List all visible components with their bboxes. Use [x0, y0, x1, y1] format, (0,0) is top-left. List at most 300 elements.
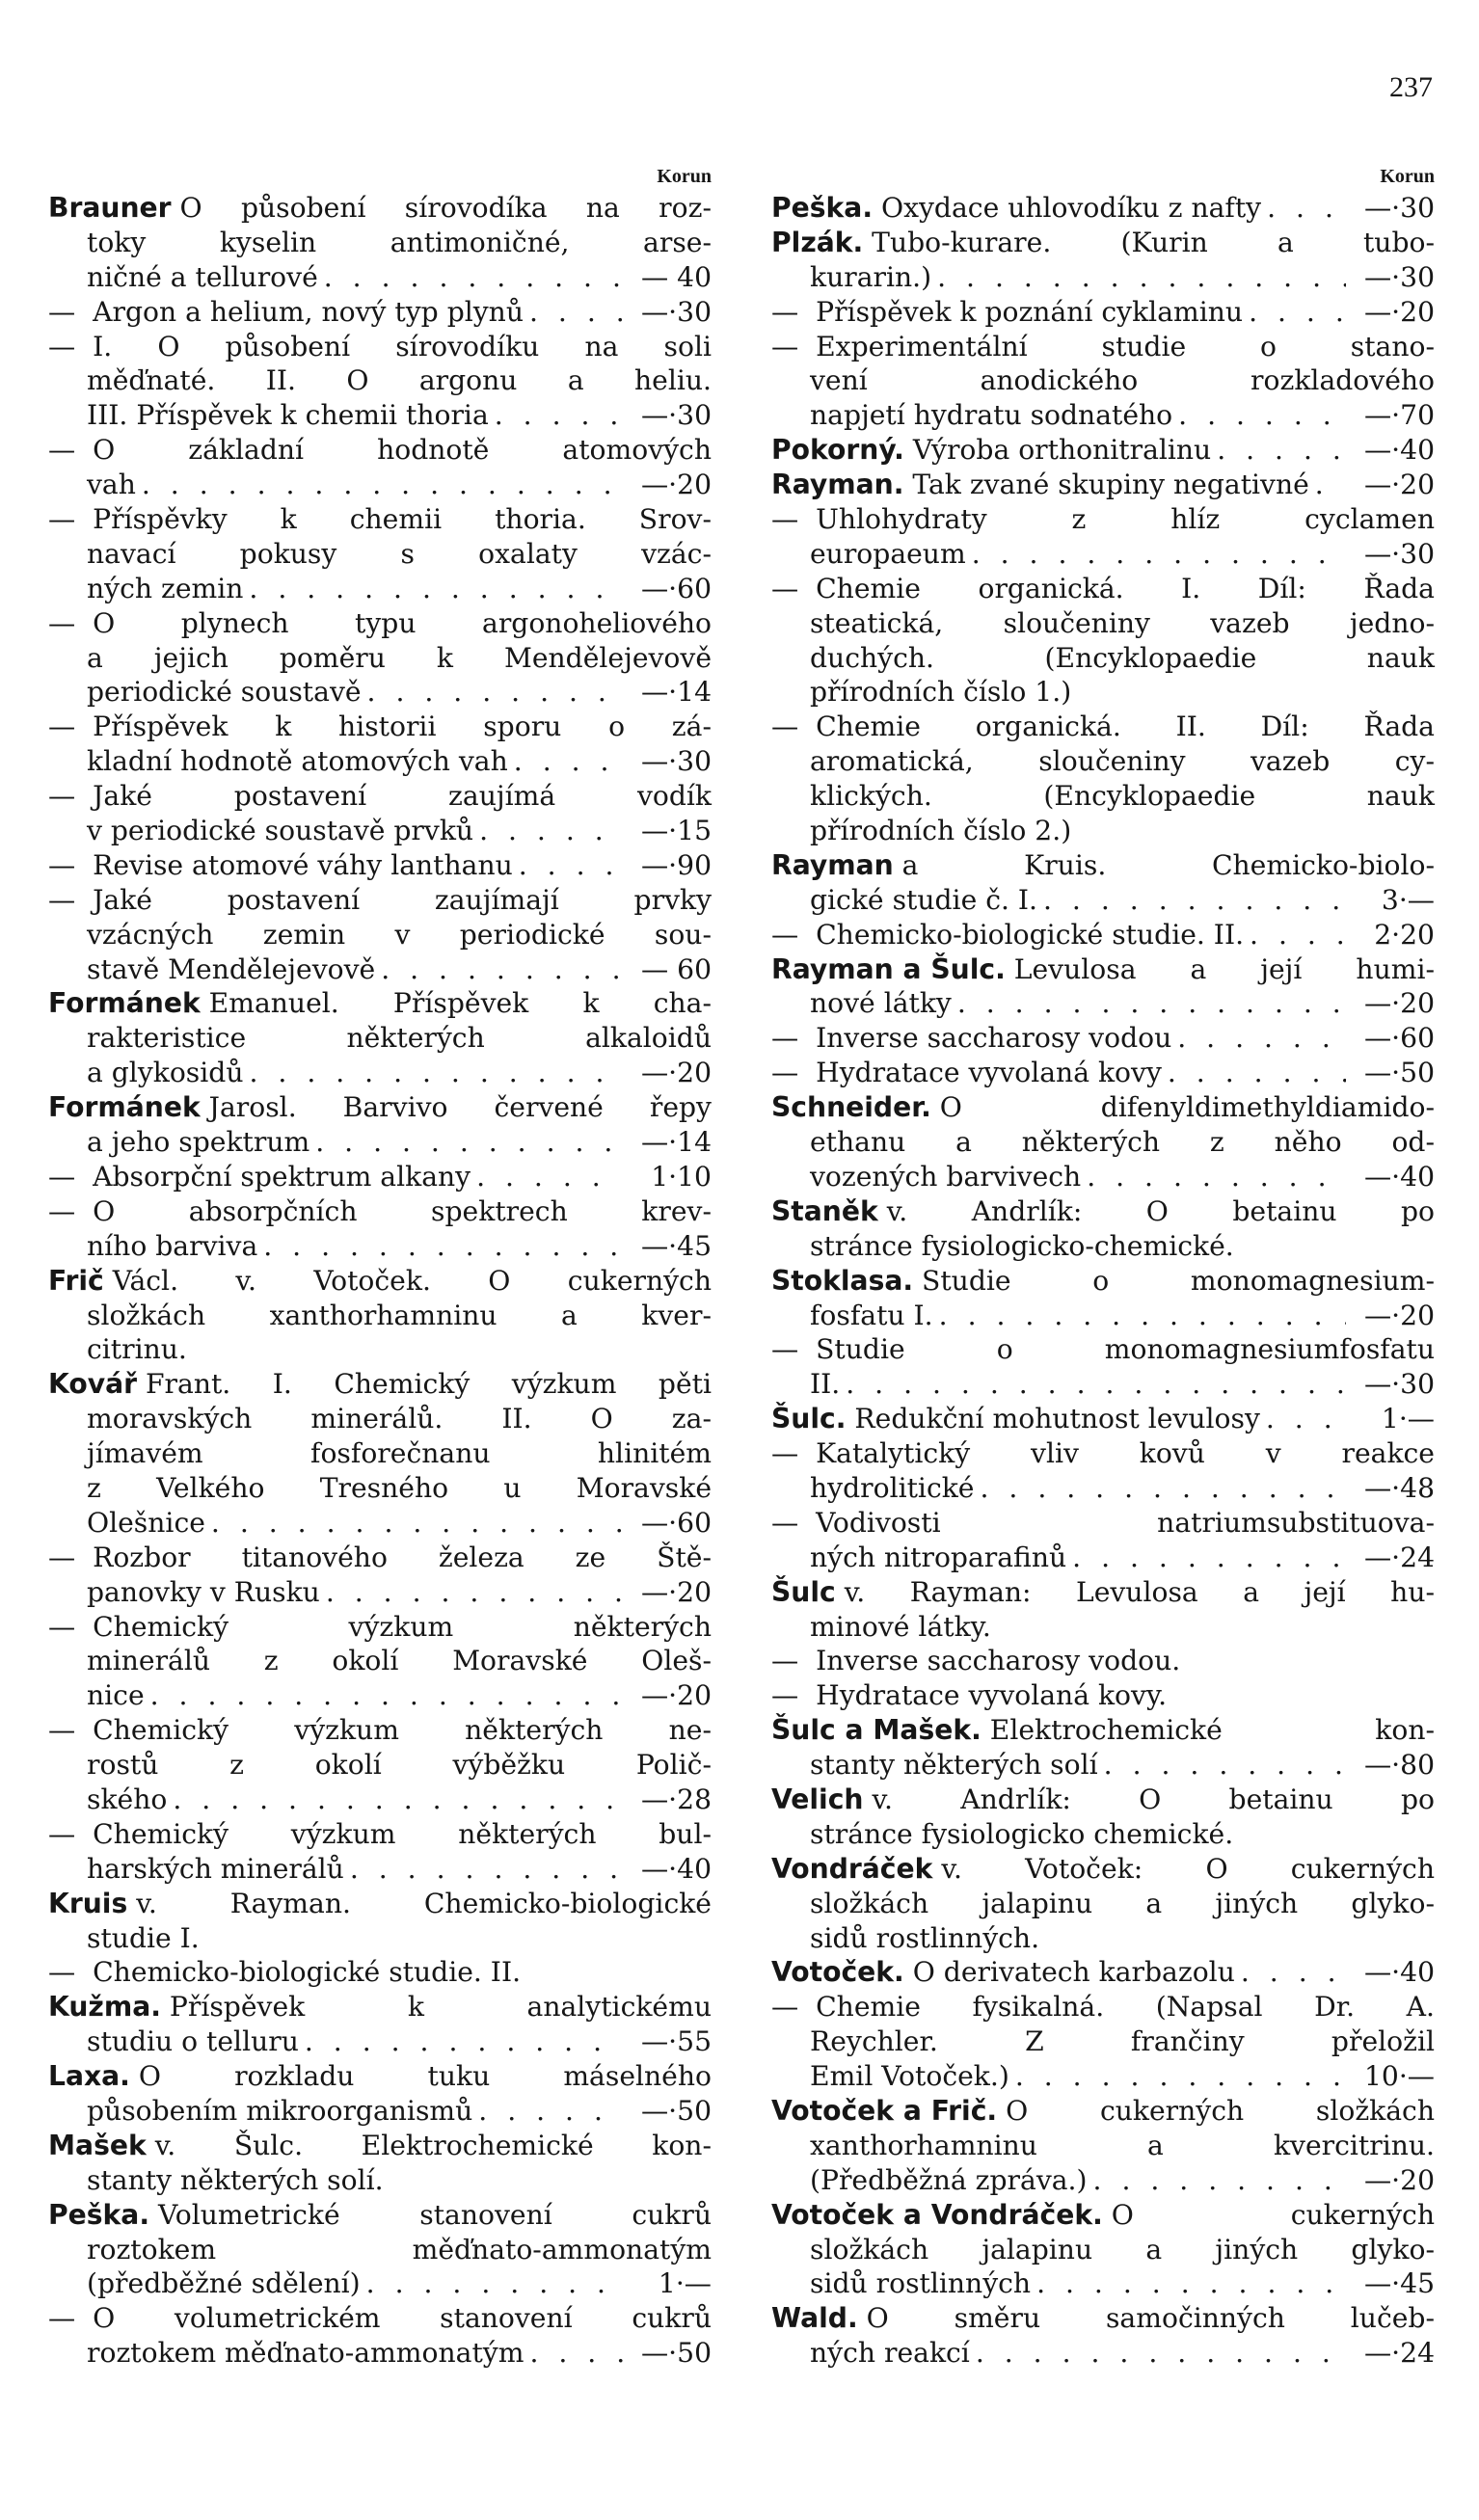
index-entry — [771, 1575, 1435, 1645]
entry-author: Šulc a Mašek. — [771, 1714, 982, 1747]
entry-line — [48, 986, 712, 1021]
index-entry — [771, 1194, 1435, 1264]
index-entry — [48, 710, 712, 779]
index-entry — [771, 1021, 1435, 1056]
entry-text: a glykosidů — [87, 1057, 244, 1089]
index-entry — [48, 1194, 712, 1264]
entry-line — [48, 1090, 712, 1125]
entry-line — [48, 1471, 712, 1506]
entry-text: Absorpční spektrum alkany — [93, 1160, 471, 1193]
entry-text: ničné a tellurové — [87, 260, 318, 293]
dot-leader — [1162, 1056, 1346, 1090]
entry-line — [48, 2233, 712, 2267]
index-entry — [771, 502, 1435, 572]
entry-line: — Studie o monomagnesiumfosfatu — [771, 1333, 1435, 1366]
entry-text: v. Šulc. Elektrochemické kon- — [154, 2129, 712, 2161]
entry-author: Peška. — [771, 192, 874, 224]
entry-text: Václ. v. Votoček. O cukerných — [112, 1264, 712, 1297]
entry-text: Emanuel. Příspěvek k cha- — [208, 987, 712, 1020]
entry-author: Kovář — [48, 1368, 138, 1401]
entry-line — [771, 883, 1435, 918]
entry-text: a jejich poměru k Mendělejevově — [87, 641, 712, 674]
entry-price: —·40 — [1363, 434, 1435, 467]
dot-leader — [243, 572, 623, 606]
entry-price: — 40 — [640, 260, 712, 293]
entry-text: steatická, sloučeniny vazeb jedno- — [810, 606, 1435, 639]
entry-text: působením mikroorganismů — [87, 2094, 473, 2127]
entry-text: stanty některých solí — [810, 1749, 1098, 1782]
entry-line — [771, 2301, 1435, 2336]
entry-line — [48, 1748, 712, 1783]
entry-author: Plzák. — [771, 226, 864, 258]
index-entry — [771, 1436, 1435, 1506]
entry-line — [771, 606, 1435, 641]
entry-line — [771, 2336, 1435, 2371]
dot-leader — [1066, 1541, 1346, 1575]
entry-price: —·45 — [640, 1229, 712, 1262]
entry-line — [48, 1852, 712, 1887]
entry-price: 1·10 — [651, 1160, 712, 1193]
entry-text: Příspěvek k analytickému — [169, 1991, 712, 2024]
index-entry — [48, 2198, 712, 2302]
dot-leader — [931, 260, 1346, 295]
entry-text: O difenyldimethyldiamido- — [939, 1091, 1435, 1124]
entry-text: harských minerálů — [87, 1852, 344, 1885]
dot-leader — [472, 2094, 623, 2129]
entry-price: —·30 — [1363, 1368, 1435, 1401]
left-column — [48, 162, 712, 2371]
entry-text: rostů z okolí výběžku Polič- — [87, 1749, 712, 1782]
entry-text: stránce fysiologicko-chemické. — [810, 1229, 1234, 1262]
entry-author: Pokorný. — [771, 434, 904, 467]
dot-leader — [508, 744, 623, 779]
entry-author: Kužma. — [48, 1991, 161, 2024]
index-entry — [48, 1990, 712, 2059]
entry-text: Argon a helium, nový typ plynů — [93, 295, 524, 328]
index-entry — [771, 952, 1435, 1022]
entry-text: Frant. I. Chemický výzkum pěti — [145, 1368, 712, 1401]
index-entry — [771, 1264, 1435, 1333]
entry-line — [48, 952, 712, 987]
entry-author: Wald. — [771, 2302, 858, 2335]
entry-author: Šulc. — [771, 1403, 847, 1435]
dot-leader — [320, 1575, 623, 1610]
entry-text: Tubo-kurare. (Kurin a tubo- — [872, 226, 1435, 258]
entry-text: minové látky. — [810, 1610, 991, 1643]
dot-leader — [362, 675, 623, 710]
entry-text: Inverse saccharosy vodou. — [816, 1645, 1181, 1677]
entry-author: Šulc — [771, 1575, 836, 1608]
entry-price: —·24 — [1363, 1541, 1435, 1573]
entry-line — [48, 1021, 712, 1056]
entry-text: Chemie fysikalná. (Napsal Dr. A. — [816, 1991, 1435, 2024]
entry-line — [771, 2163, 1435, 2198]
entry-text: v. Rayman. Chemicko-biologické — [136, 1887, 712, 1919]
entry-text: Studie o monomagnesium- — [922, 1264, 1435, 1297]
entry-price: —·60 — [640, 1506, 712, 1539]
index-entry — [771, 1332, 1435, 1402]
entry-price: —·20 — [1363, 987, 1435, 1020]
entry-author: Vondráček — [771, 1852, 933, 1885]
index-entry — [48, 1817, 712, 1887]
entry-line — [48, 1678, 712, 1713]
entry-text: Chemicko-biologické studie. II. — [816, 918, 1245, 951]
entry-text: Reychler. Z frančiny přeložil — [810, 2025, 1435, 2058]
entry-line — [771, 2266, 1435, 2301]
entry-text: napjetí hydratu sodnatého — [810, 399, 1173, 432]
dot-leader — [524, 2336, 623, 2371]
entry-line: — Inverse saccharosy vodou . . . —·60 — [771, 1021, 1435, 1056]
entry-text: klických. (Encyklopaedie nauk — [810, 780, 1435, 813]
entry-author: Peška. — [48, 2198, 150, 2231]
entry-line — [771, 814, 1435, 848]
entry-text: Příspěvek k poznání cyklaminu — [816, 295, 1244, 328]
right-column — [771, 162, 1435, 2371]
entry-text: Hydratace vyvolaná kovy — [816, 1057, 1162, 1089]
entry-line — [48, 1299, 712, 1333]
index-entry — [771, 1783, 1435, 1852]
entry-text: toky kyselin antimoničné, arse- — [87, 226, 712, 258]
entry-text: europaeum — [810, 537, 966, 570]
entry-text: studie I. — [87, 1921, 200, 1954]
entry-text: Výroba orthonitralinu — [912, 434, 1212, 467]
entry-line — [48, 468, 712, 502]
entry-text: roztokem měďnato-ammonatým — [87, 2233, 712, 2265]
entry-line — [48, 1125, 712, 1160]
index-entry — [48, 330, 712, 434]
entry-line — [771, 1090, 1435, 1125]
entry-line — [771, 2024, 1435, 2059]
index-entry — [48, 883, 712, 987]
entry-line — [771, 1921, 1435, 1956]
entry-line — [771, 1229, 1435, 1264]
entry-line — [771, 2059, 1435, 2094]
left-entries — [48, 191, 712, 2371]
dot-leader — [489, 398, 623, 433]
entry-line — [771, 675, 1435, 710]
entry-line — [48, 675, 712, 710]
dot-leader — [1309, 468, 1346, 502]
entry-price: —·50 — [1363, 1057, 1435, 1089]
entry-line — [771, 433, 1435, 468]
index-entry — [771, 2198, 1435, 2302]
entry-text: ných zemin — [87, 572, 244, 604]
entry-line — [771, 986, 1435, 1021]
entry-price: —·20 — [640, 1057, 712, 1089]
index-entry — [771, 1955, 1435, 1990]
entry-text: v. Rayman: Levulosa a její hu- — [844, 1575, 1435, 1608]
entry-line — [771, 848, 1435, 883]
entry-line: — Chemie fysikalná. (Napsal Dr. A. — [771, 1991, 1435, 2024]
entry-line — [48, 2024, 712, 2059]
entry-text: studiu o telluru — [87, 2025, 299, 2058]
entry-line — [48, 1264, 712, 1299]
entry-author: Frič — [48, 1264, 104, 1297]
dot-leader — [1235, 1955, 1346, 1990]
entry-text: O absorpčních spektrech krev- — [93, 1194, 712, 1227]
entry-price: —·40 — [1363, 1160, 1435, 1193]
entry-text: Revise atomové váhy lanthanu — [93, 848, 513, 881]
dot-leader — [970, 2336, 1346, 2371]
entry-line: — Chemický výzkum některých ne- — [48, 1714, 712, 1747]
entry-line: — O volumetrickém stanovení cukrů — [48, 2302, 712, 2335]
entry-text: Studie o monomagnesiumfosfatu — [816, 1333, 1435, 1366]
entry-line — [48, 363, 712, 398]
index-entry — [48, 2129, 712, 2198]
entry-price: —·55 — [640, 2025, 712, 2058]
entry-text: kladní hodnotě atomových vah — [87, 745, 508, 778]
index-entry — [771, 710, 1435, 848]
entry-price: —·14 — [640, 1126, 712, 1159]
index-entry — [771, 1852, 1435, 1956]
entry-price: —·30 — [640, 399, 712, 432]
entry-line — [771, 1817, 1435, 1852]
entry-line: — Experimentální studie o stano- — [771, 330, 1435, 362]
entry-line — [48, 2336, 712, 2371]
index-entry — [48, 502, 712, 606]
entry-text: citrinu. — [87, 1333, 187, 1366]
currency-header: Korun — [657, 166, 712, 187]
index-entry — [771, 295, 1435, 330]
entry-line — [771, 1610, 1435, 1645]
entry-line — [48, 744, 712, 779]
entry-text: O plynech typu argonoheliového — [93, 606, 712, 639]
entry-text: duchých. (Encyklopaedie nauk — [810, 641, 1435, 674]
entry-text: ského — [87, 1783, 168, 1815]
entry-text: v. Andrlík: O betainu po — [872, 1783, 1435, 1815]
entry-price: 3·— — [1381, 883, 1435, 916]
index-entry — [771, 1056, 1435, 1090]
entry-text: sidů rostlinných — [810, 2267, 1032, 2300]
entry-text: vah — [87, 469, 136, 501]
entry-text: Hydratace vyvolaná kovy. — [816, 1679, 1168, 1712]
entry-author: Rayman — [771, 848, 894, 881]
entry-text: (Předběžná zpráva.) — [810, 2163, 1088, 2196]
entry-text: vení anodického rozkladového — [810, 364, 1435, 397]
entry-author: Votoček. — [771, 1956, 904, 1989]
entry-line — [771, 1748, 1435, 1783]
entry-text: Emil Votoček.) — [810, 2060, 1009, 2093]
index-entry — [48, 1887, 712, 1956]
entry-line — [771, 1160, 1435, 1194]
entry-text: Chemie organická. II. Díl: Řada — [816, 710, 1435, 743]
entry-author: Staněk — [771, 1194, 878, 1227]
entry-text: Inverse saccharosy vodou — [816, 1022, 1172, 1055]
index-entry — [48, 1367, 712, 1540]
dot-leader — [966, 537, 1346, 572]
index-entry — [48, 295, 712, 330]
entry-line — [771, 1264, 1435, 1299]
entry-text: a jeho spektrum — [87, 1126, 310, 1159]
entry-line — [48, 260, 712, 295]
entry-line — [771, 1955, 1435, 1990]
entry-price: —·20 — [1363, 1299, 1435, 1331]
entry-line: — Chemický výzkum některých — [48, 1610, 712, 1643]
entry-text: minerálů z okolí Moravské Oleš- — [87, 1645, 712, 1677]
dot-leader — [840, 1367, 1346, 1402]
dot-leader — [257, 1229, 623, 1264]
dot-leader — [524, 295, 623, 330]
entry-line — [771, 2233, 1435, 2267]
index-entry — [48, 433, 712, 502]
entry-price: 10·— — [1363, 2060, 1435, 2093]
entry-text: v. Andrlík: O betainu po — [886, 1194, 1435, 1227]
dot-leader — [205, 1506, 623, 1541]
entry-text: xanthorhamninu a kvercitrinu. — [810, 2129, 1435, 2161]
entry-text: Experimentální studie o stano- — [816, 330, 1435, 362]
dot-leader — [1172, 398, 1346, 433]
entry-text: Příspěvek k historii sporu o zá- — [93, 710, 712, 743]
dot-leader — [145, 1678, 623, 1713]
entry-text: O volumetrickém stanovení cukrů — [93, 2302, 712, 2335]
entry-line — [771, 191, 1435, 226]
entry-author: Formánek — [48, 987, 201, 1020]
entry-line — [48, 2059, 712, 2094]
entry-text: Levulosa a její humi- — [1013, 952, 1435, 985]
entry-text: Jaké postavení zaujímají prvky — [93, 883, 712, 916]
entry-line — [48, 1056, 712, 1090]
entry-text: O rozkladu tuku máselného — [138, 2060, 712, 2093]
entry-text: složkách jalapinu a jiných glyko- — [810, 1887, 1435, 1919]
dot-leader — [309, 1125, 623, 1160]
index-entry — [771, 1990, 1435, 2094]
dot-leader — [167, 1783, 623, 1817]
entry-text: Chemicko-biologické studie. II. — [93, 1956, 522, 1989]
entry-text: I. O působení sírovodíku na soli — [93, 330, 712, 362]
entry-text: kurarin.) — [810, 260, 932, 293]
entry-line — [48, 226, 712, 260]
dot-leader — [344, 1852, 623, 1887]
entry-line — [771, 1125, 1435, 1160]
entry-price: —·45 — [1363, 2267, 1435, 2300]
entry-line — [48, 1575, 712, 1610]
currency-header: Korun — [1380, 166, 1435, 187]
entry-price: —·24 — [1363, 2337, 1435, 2370]
entry-line — [48, 2163, 712, 2198]
entry-text: II. — [810, 1368, 841, 1401]
entry-text: rakteristice některých alkaloidů — [87, 1022, 712, 1055]
entry-price: —·14 — [640, 676, 712, 709]
entry-text: O působení sírovodíka na roz- — [179, 192, 712, 224]
index-entry — [771, 918, 1435, 952]
entry-line — [771, 226, 1435, 260]
entry-line — [48, 1229, 712, 1264]
entry-line: — Rozbor titanového železa ze Ště- — [48, 1541, 712, 1573]
entry-price: —·90 — [640, 848, 712, 881]
entry-line — [771, 1194, 1435, 1229]
dot-leader — [136, 468, 623, 502]
entry-line: — Příspěvky k chemii thoria. Srov- — [48, 503, 712, 536]
entry-author: Stoklasa. — [771, 1264, 914, 1297]
entry-line: — Jaké postavení zaujímá vodík — [48, 780, 712, 813]
index-entry — [771, 2094, 1435, 2198]
dot-leader — [1261, 191, 1346, 226]
entry-line — [48, 641, 712, 676]
entry-text: Chemie organická. I. Díl: Řada — [816, 572, 1435, 604]
entry-line: — O základní hodnotě atomových — [48, 434, 712, 467]
entry-line — [48, 2198, 712, 2233]
entry-text: ných nitroparafinů — [810, 1541, 1067, 1573]
entry-text: periodické soustavě — [87, 676, 362, 709]
entry-author: Rayman. — [771, 469, 904, 501]
entry-line: — Hydratace vyvolaná kovy. — [771, 1679, 1168, 1712]
index-entry — [48, 1955, 712, 1990]
entry-line: — Hydratace vyvolaná kovy . . . —·50 — [771, 1056, 1435, 1090]
entry-text: O cukerných — [1111, 2198, 1435, 2231]
entry-line: — Katalytický vliv kovů v reakce — [771, 1437, 1435, 1470]
entry-line: — Revise atomové váhy lanthanu . . . —·90 — [48, 848, 712, 883]
entry-text: navací pokusy s oxalaty vzác- — [87, 537, 712, 570]
entry-price: —·30 — [1363, 537, 1435, 570]
entry-line — [771, 1575, 1435, 1610]
entry-line: — Chemicko-biologické studie. II. . . . 2·20 — [771, 918, 1435, 952]
entry-text: O základní hodnotě atomových — [93, 434, 712, 467]
entry-line — [48, 2129, 712, 2163]
entry-text: Elektrochemické kon- — [989, 1714, 1435, 1747]
index-entry — [771, 468, 1435, 502]
entry-text: Oxydace uhlovodíku z nafty — [881, 192, 1262, 224]
index-entry — [771, 848, 1435, 918]
entry-text: z Velkého Tresného u Moravské — [87, 1471, 712, 1504]
dot-leader — [1244, 918, 1346, 952]
dot-leader — [933, 1299, 1346, 1333]
index-entry — [48, 606, 712, 710]
entry-line — [48, 537, 712, 572]
entry-line — [771, 1367, 1435, 1402]
page-number: 237 — [1389, 71, 1433, 103]
entry-price: 2·20 — [1374, 918, 1435, 951]
entry-author: Laxa. — [48, 2060, 130, 2093]
dot-leader — [1243, 295, 1346, 330]
entry-price: —·40 — [1363, 1956, 1435, 1989]
entry-text: III. Příspěvek k chemii thoria — [87, 399, 489, 432]
entry-text: gické studie č. I. — [810, 883, 1038, 916]
entry-price: 1·— — [1381, 1403, 1435, 1435]
entry-line — [48, 191, 712, 226]
entry-text: O směru samočinných lučeb- — [866, 2302, 1435, 2335]
entry-price: —·30 — [640, 295, 712, 328]
entry-line: — Příspěvek k historii sporu o zá- — [48, 710, 712, 743]
entry-author: Rayman a Šulc. — [771, 952, 1006, 985]
entry-price: —·20 — [1363, 295, 1435, 328]
entry-price: —·20 — [640, 1679, 712, 1712]
entry-text: Chemický výzkum některých bul- — [93, 1817, 712, 1850]
index-entry — [771, 2301, 1435, 2371]
dot-leader — [1037, 883, 1346, 918]
entry-price: —·50 — [640, 2094, 712, 2127]
entry-text: fosfatu I. — [810, 1299, 933, 1331]
entry-line: — Chemicko-biologické studie. II. — [48, 1956, 522, 1989]
entry-text: Redukční mohutnost levulosy — [854, 1403, 1260, 1435]
entry-text: ných reakcí — [810, 2337, 970, 2370]
entry-text: přírodních číslo 1.) — [810, 676, 1072, 709]
index-entry — [771, 433, 1435, 468]
index-entry — [48, 1264, 712, 1368]
index-entry — [48, 2301, 712, 2371]
entry-text: Olešnice — [87, 1506, 205, 1539]
entry-price: 1·— — [658, 2267, 712, 2300]
entry-price: —·15 — [640, 815, 712, 847]
entry-text: Jaké postavení zaujímá vodík — [93, 780, 712, 813]
entry-line — [771, 468, 1435, 502]
entry-line — [48, 1436, 712, 1471]
entry-line — [48, 1506, 712, 1541]
right-entries — [771, 191, 1435, 2371]
entry-line — [48, 918, 712, 952]
index-entry — [771, 330, 1435, 434]
dot-leader — [1009, 2059, 1346, 2094]
entry-text: Katalytický vliv kovů v reakce — [816, 1437, 1435, 1470]
